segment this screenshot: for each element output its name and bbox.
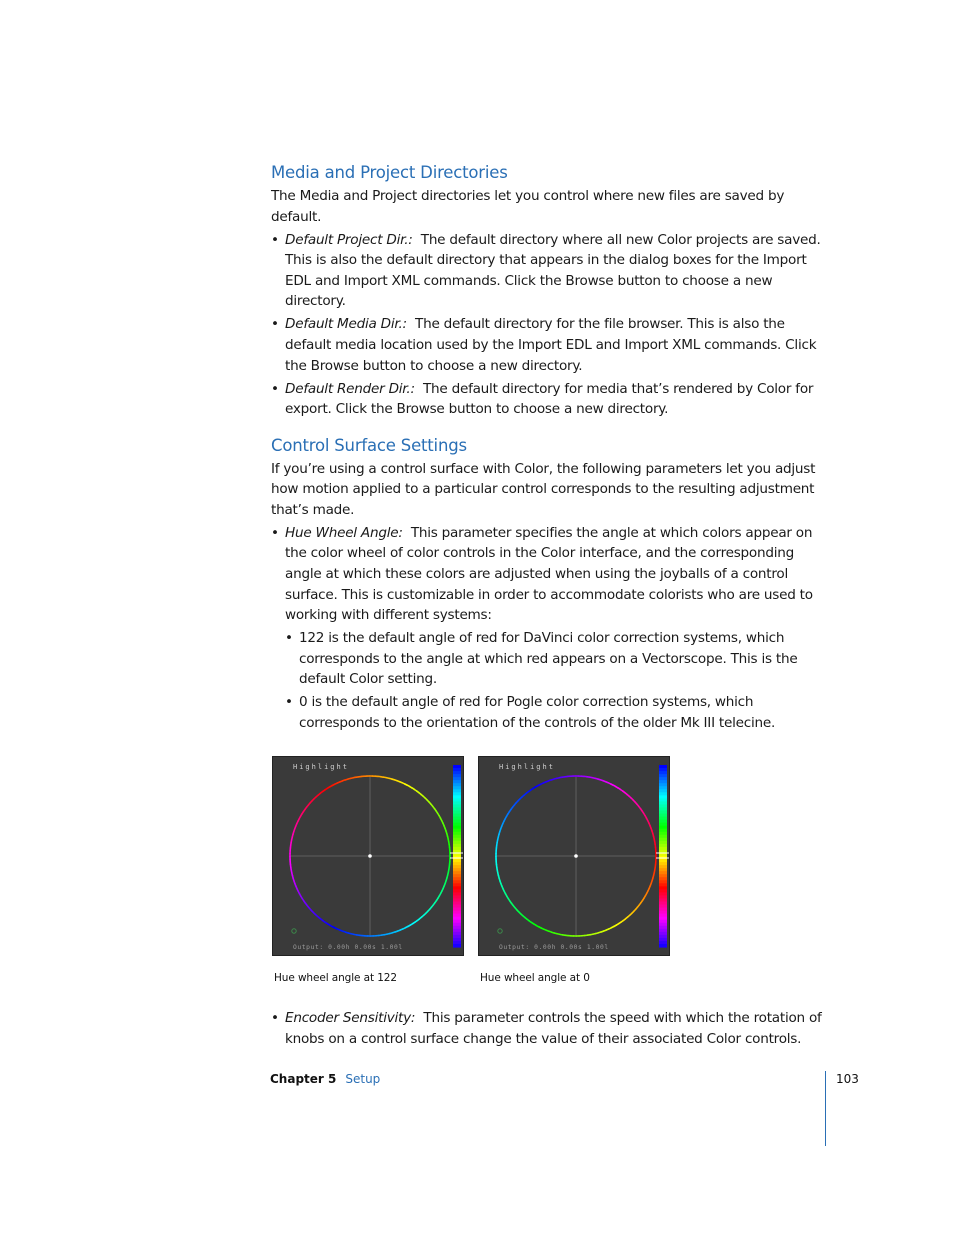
hue-gradient-bar — [453, 765, 461, 948]
bullet-list — [271, 1008, 831, 1049]
panel-label: Highlight — [293, 762, 349, 771]
reset-indicator-icon — [292, 928, 296, 932]
section-intro: If you’re using a control surface with Color, the following parameters let you adjust how motion applied to a particular control corresponds to the resulting adjustment that’s made. — [271, 460, 816, 518]
term-description: This parameter specifies the angle at which colors appear on the color wheel of color controls in the Color interface, and the corresponding angle at which these colors are adjusted when using the joyballs of a control surface. This is customizable in order to accommodate colorists who are used to working with different systems: — [285, 524, 813, 624]
section-heading: Control Surface Settings — [271, 435, 467, 455]
page-footer — [270, 1072, 380, 1086]
term-label: Default Render Dir.: — [285, 380, 415, 397]
hue-wheel-svg — [479, 757, 669, 955]
figure-caption: Hue wheel angle at 0 — [480, 971, 590, 984]
term-label: Default Media Dir.: — [285, 316, 407, 333]
list-item — [271, 523, 831, 626]
highlight-color-panel — [478, 756, 670, 956]
panel-label: Highlight — [499, 762, 555, 771]
sub-list-item: • 122 is the default angle of red for DaVinci color correction systems, which corresponds to the angle at which red appears on a Vectorscope. This is the default Color setting. — [271, 628, 831, 690]
page-content — [271, 160, 831, 1049]
list-item — [271, 379, 831, 420]
figure-caption: Hue wheel angle at 122 — [274, 971, 397, 984]
term-label: Encoder Sensitivity: — [285, 1009, 416, 1026]
term-description: This parameter controls the speed with which the rotation of knobs on a control surface change the value of their associated Color controls. — [285, 1009, 822, 1047]
highlight-color-panel — [272, 756, 464, 956]
section-heading: Media and Project Directories — [271, 163, 508, 182]
page-number: 103 — [836, 1072, 859, 1086]
section-intro: The Media and Project directories let you control where new files are saved by default. — [271, 188, 785, 225]
footer-section: Setup — [345, 1072, 381, 1086]
center-point — [368, 854, 372, 858]
reset-indicator-icon — [498, 928, 502, 932]
section-media-project-directories — [271, 160, 831, 420]
center-point — [574, 854, 578, 858]
figure-hue-122 — [272, 756, 464, 984]
list-item — [271, 314, 831, 376]
output-readout: Output: 0.00h 0.00s 1.00l — [293, 943, 403, 951]
hue-bar-segment — [453, 944, 461, 948]
hue-wheel-svg — [273, 757, 463, 955]
footer-rule — [825, 1071, 826, 1146]
footer-chapter: Chapter 5 — [270, 1072, 337, 1086]
hue-bar-segment — [659, 944, 667, 948]
section-control-surface-settings — [271, 433, 831, 1049]
list-item — [271, 1008, 831, 1049]
bullet-list — [271, 523, 831, 734]
bullet-list — [271, 230, 831, 420]
sub-list-item: • 0 is the default angle of red for Pogle color correction systems, which corresponds to the orientation of the controls of the older Mk III telecine. — [271, 692, 831, 733]
term-description: The default directory for the file browser. This is also the default media location used by the Import EDL and Import XML commands. Click the Browse button to choose a new directory. — [285, 316, 817, 374]
list-item — [271, 230, 831, 312]
output-readout: Output: 0.00h 0.00s 1.00l — [499, 943, 609, 951]
term-label: Hue Wheel Angle: — [285, 524, 403, 541]
term-label: Default Project Dir.: — [285, 231, 413, 248]
figure-hue-0 — [478, 756, 670, 984]
term-description: The default directory where all new Color projects are saved. This is also the default directory that appears in the dialog boxes for the Import EDL and Import XML commands. Click the Browse button to choose a new directory. — [285, 231, 821, 310]
hue-wheel-figures — [271, 756, 831, 1006]
term-description: The default directory for media that’s rendered by Color for export. Click the Browse button to choose a new directory. — [285, 380, 814, 418]
hue-gradient-bar — [659, 765, 667, 948]
